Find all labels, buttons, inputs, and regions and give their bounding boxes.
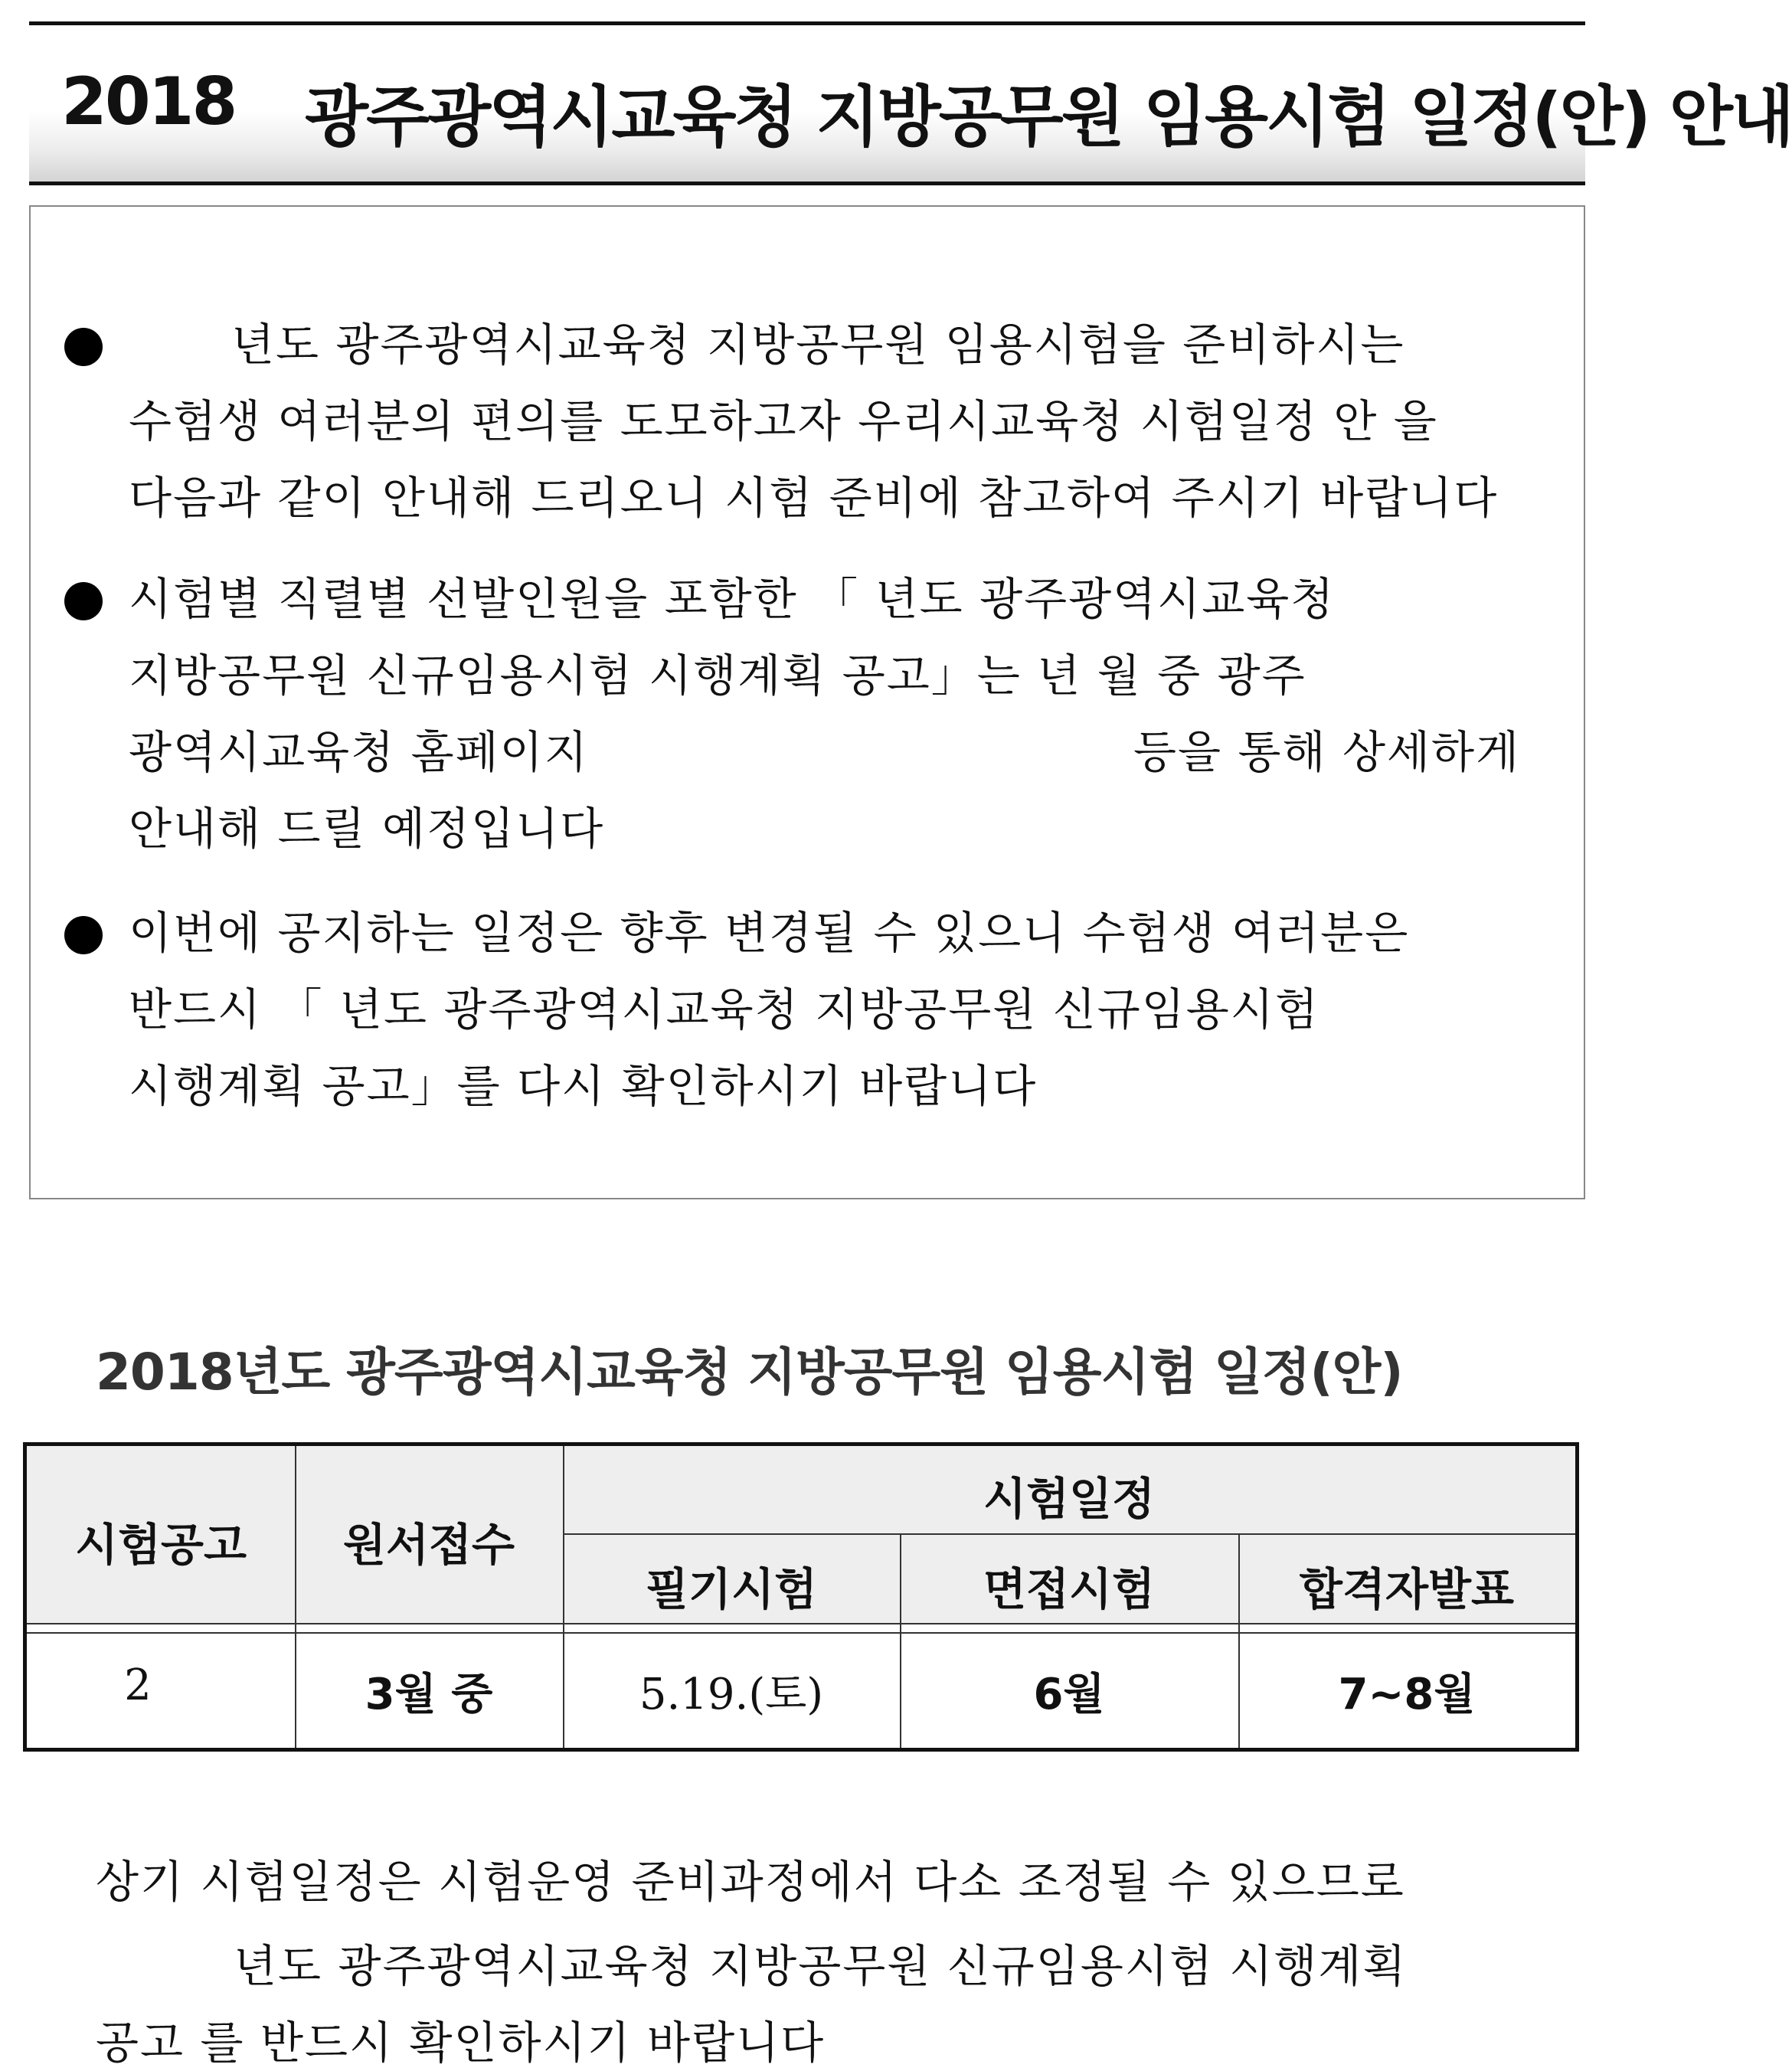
- notice-line: 등을 통해 상세하게: [1133, 726, 1521, 778]
- header-result: 합격자발표: [1299, 1563, 1515, 1615]
- cell-result: 7~8월: [1338, 1670, 1476, 1719]
- schedule-table: [23, 1442, 1579, 1752]
- schedule-title: 2018년도 광주광역시교육청 지방공무원 임용시험 일정(안): [96, 1343, 1403, 1402]
- title-bar: [29, 21, 1792, 185]
- table-divider: [563, 1533, 1575, 1535]
- notice-line: 안내해 드릴 예정입니다: [129, 803, 605, 855]
- header-written: 필기시험: [645, 1563, 818, 1615]
- notice-line: 다음과 같이 안내해 드리오니 시험 준비에 참고하여 주시기 바랍니다: [129, 472, 1499, 524]
- footer-line: 상기 시험일정은 시험운영 준비과정에서 다소 조정될 수 있으므로: [96, 1856, 1405, 1908]
- cell-written: 5.19.(토): [639, 1670, 824, 1719]
- notice-line: 이번에 공지하는 일정은 향후 변경될 수 있으니 수험생 여러분은: [129, 907, 1410, 959]
- page-title: 광주광역시교육청 지방공무원 임용시험 일정(안) 안내: [305, 79, 1792, 155]
- header-application: 원서접수: [342, 1519, 515, 1571]
- cell-interview: 6월: [1033, 1670, 1105, 1719]
- notice-line: 반드시 「 년도 광주광역시교육청 지방공무원 신규임용시험: [129, 983, 1319, 1036]
- footer-line: 공고 를 반드시 확인하시기 바랍니다: [96, 2017, 826, 2069]
- notice-line: 수험생 여러분의 편의를 도모하고자 우리시교육청 시험일정 안 을: [129, 395, 1438, 447]
- notice-line: 년도 광주광역시교육청 지방공무원 임용시험을 준비하시는: [231, 319, 1405, 371]
- notice-line: 지방공무원 신규임용시험 시행계획 공고」는 년 월 중 광주: [129, 649, 1306, 702]
- notice-box: [29, 205, 1585, 1199]
- header-announcement: 시험공고: [74, 1519, 247, 1571]
- notice-line: 시험별 직렬별 선발인원을 포함한 「 년도 광주광역시교육청: [129, 573, 1336, 625]
- table-double-divider: [27, 1623, 1575, 1634]
- cell-application: 3월 중: [365, 1670, 493, 1719]
- cell-announcement: 2: [124, 1660, 152, 1710]
- header-interview: 면접시험: [983, 1563, 1156, 1615]
- footer-line: 년도 광주광역시교육청 지방공무원 신규임용시험 시행계획: [234, 1940, 1408, 1992]
- bullet-icon: [64, 582, 103, 620]
- bullet-icon: [64, 328, 103, 366]
- header-exam-schedule: 시험일정: [983, 1473, 1156, 1525]
- title-year: 2018: [61, 64, 236, 140]
- notice-line: 광역시교육청 홈페이지: [129, 726, 589, 778]
- notice-line: 시행계획 공고」를 다시 확인하시기 바랍니다: [129, 1060, 1038, 1112]
- bullet-icon: [64, 916, 103, 954]
